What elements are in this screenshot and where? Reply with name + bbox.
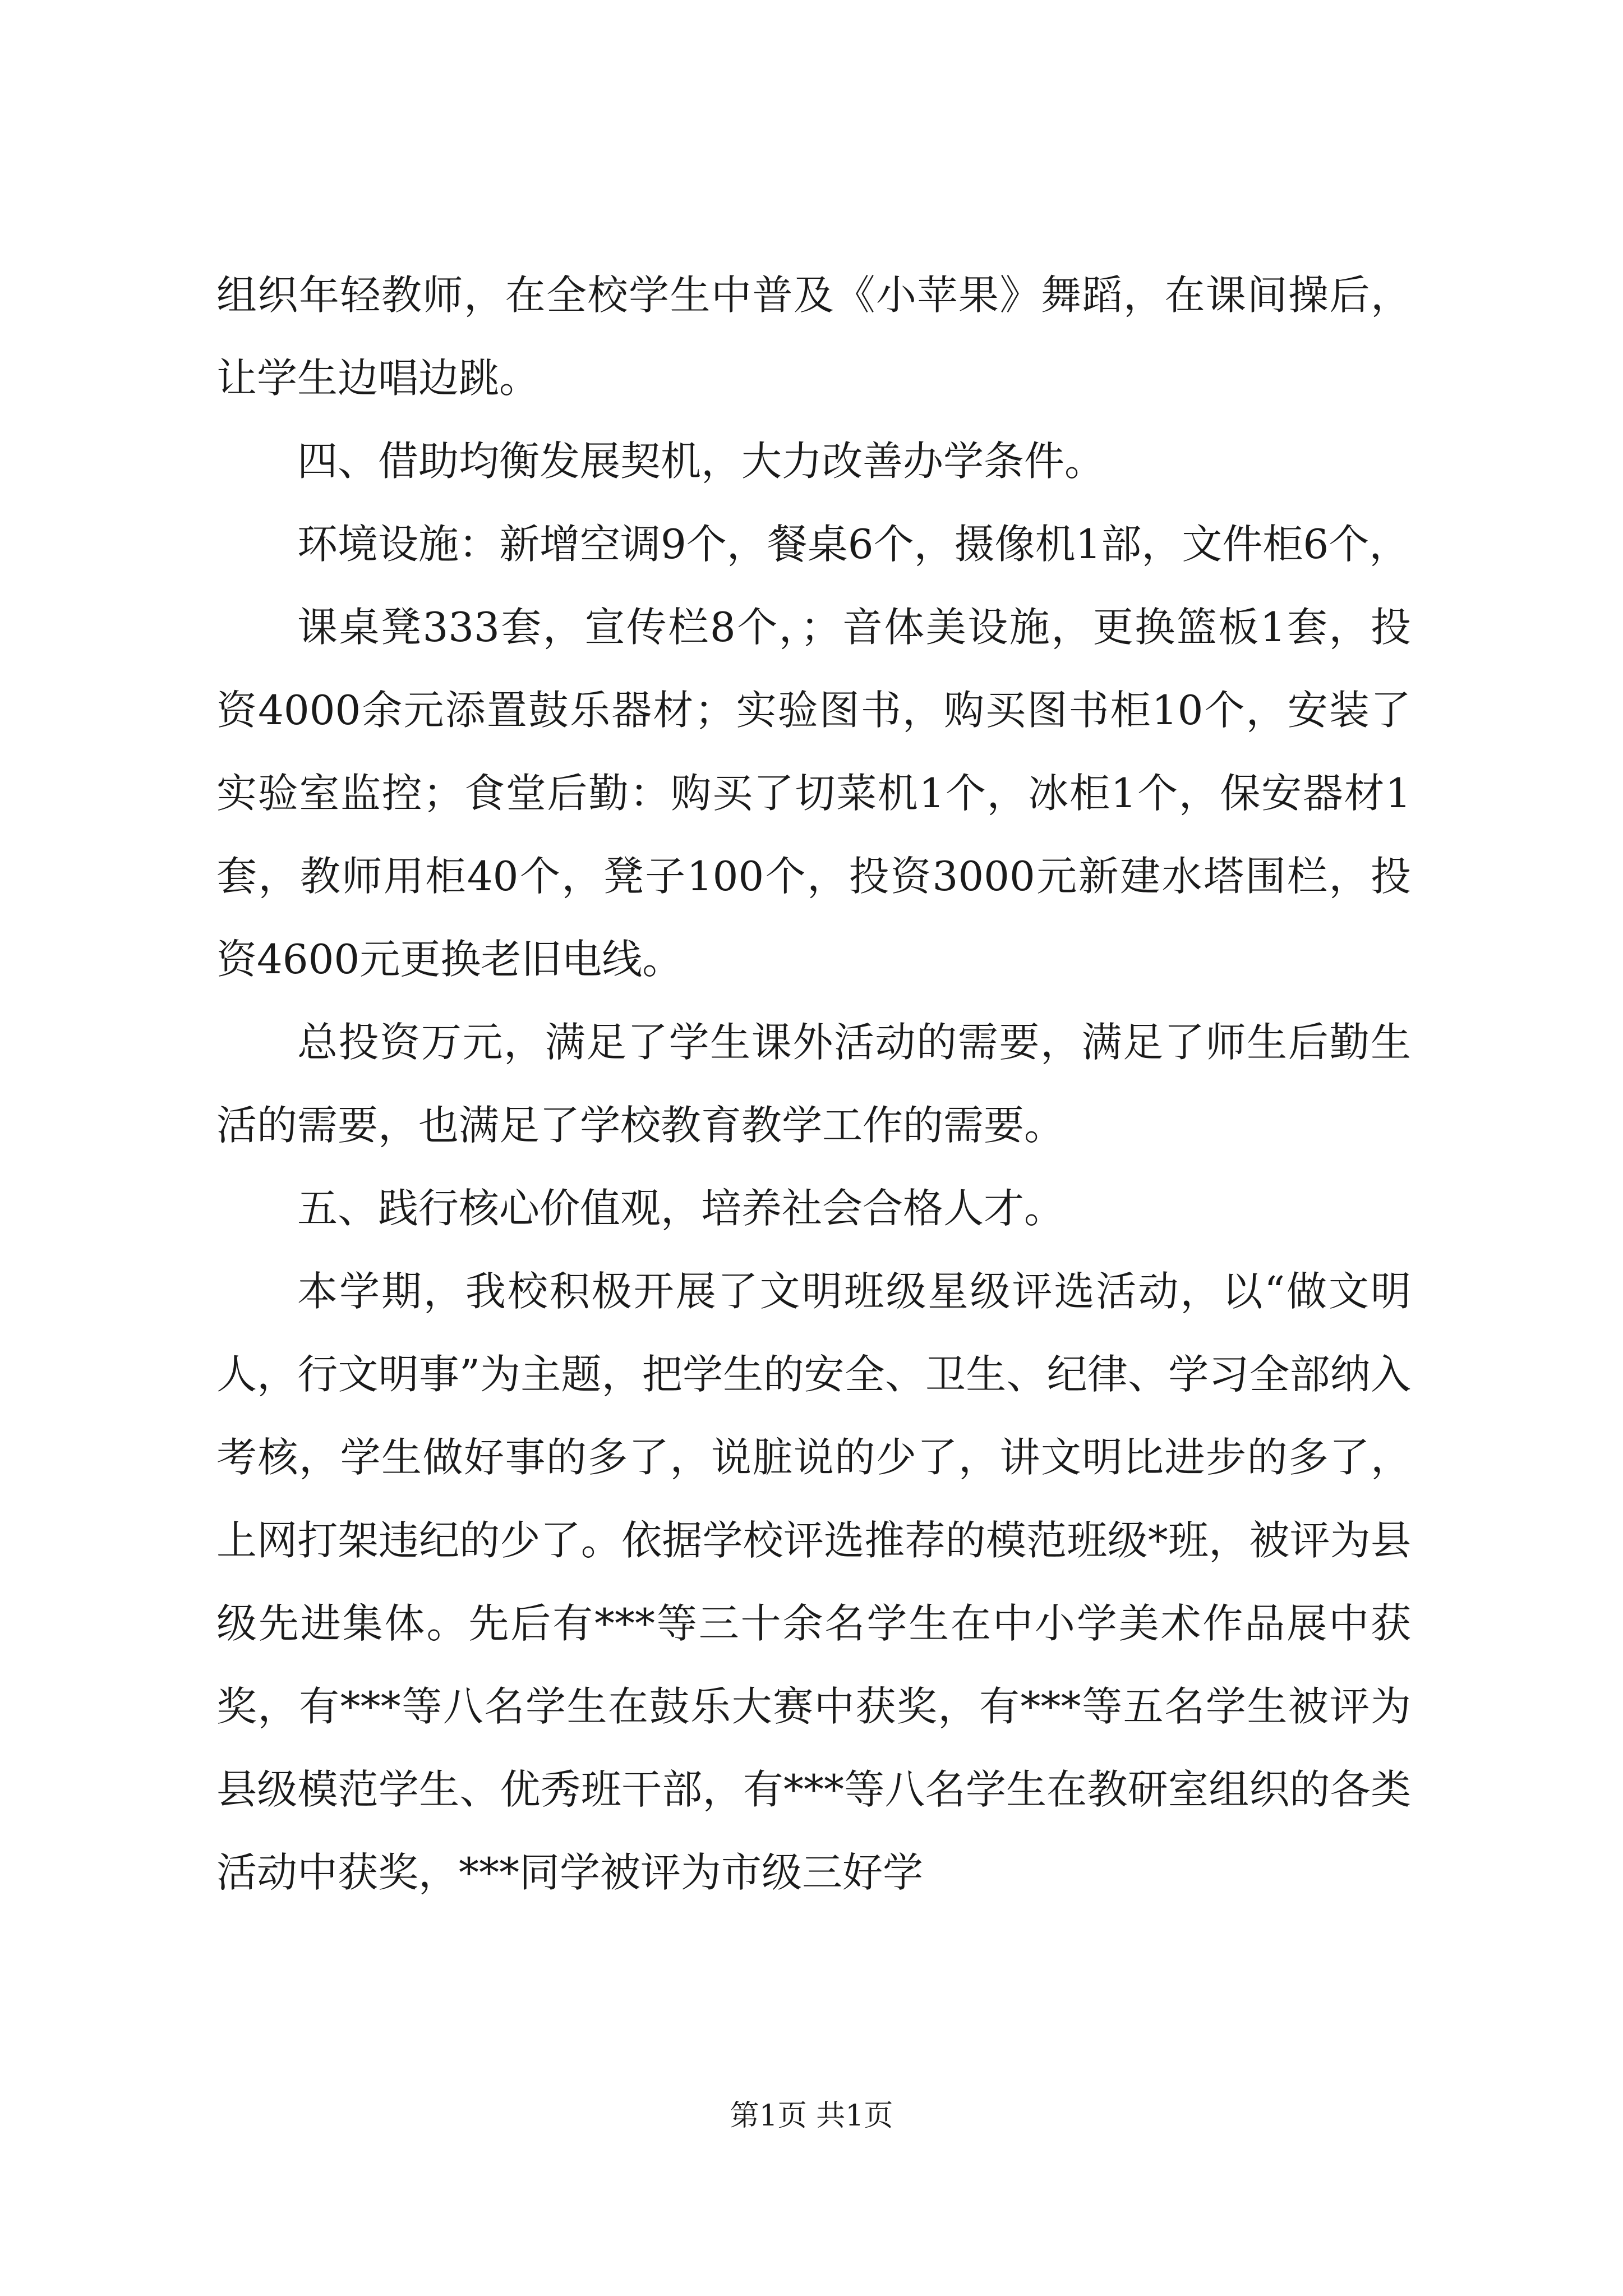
- document-body: [216, 254, 1411, 1914]
- paragraph: 总投资万元，满足了学生课外活动的需要，满足了师生后勤生活的需要，也满足了学校教育教学工作的需要。: [216, 1019, 1411, 1149]
- paragraph: 本学期，我校积极开展了文明班级星级评选活动，以“做文明人，行文明事”为主题，把学生的安全、卫生、纪律、学习全部纳入考核，学生做好事的多了，说脏说的少了，讲文明比进步的多了，上网打架违纪的少了。依据学校评选推荐的模范班级*班，被评为县级先进集体。先后有***等三十余名学生在中小学美术作品展中获奖，有***等八名学生在鼓乐大赛中获奖，有***等五名学生被评为县级模范学生、优秀班干部，有***等八名学生在教研室组织的各类活动中获奖，***同学被评为市级三好学: [216, 1268, 1411, 1896]
- paragraph: 课桌凳333套，宣传栏8个，；音体美设施，更换篮板1套，投资4000余元添置鼓乐器材；实验图书，购买图书柜10个，安装了实验室监控；食堂后勤：购买了切菜机1个，冰柜1个，保安器材1套，教师用柜40个，凳子100个，投资3000元新建水塔围栏，投资4600元更换老旧电线。: [216, 604, 1411, 983]
- paragraph: 组织年轻教师，在全校学生中普及《小苹果》舞蹈，在课间操后，让学生边唱边跳。: [216, 272, 1411, 402]
- section-heading-4: 四、借助均衡发展契机，大力改善办学条件。: [297, 438, 1105, 485]
- paragraph: 环境设施：新增空调9个，餐桌6个，摄像机1部，文件柜6个，: [297, 521, 1410, 568]
- page-footer: 第1页 共1页: [730, 2099, 893, 2133]
- section-heading-5: 五、践行核心价值观，培养社会合格人才。: [297, 1185, 1065, 1232]
